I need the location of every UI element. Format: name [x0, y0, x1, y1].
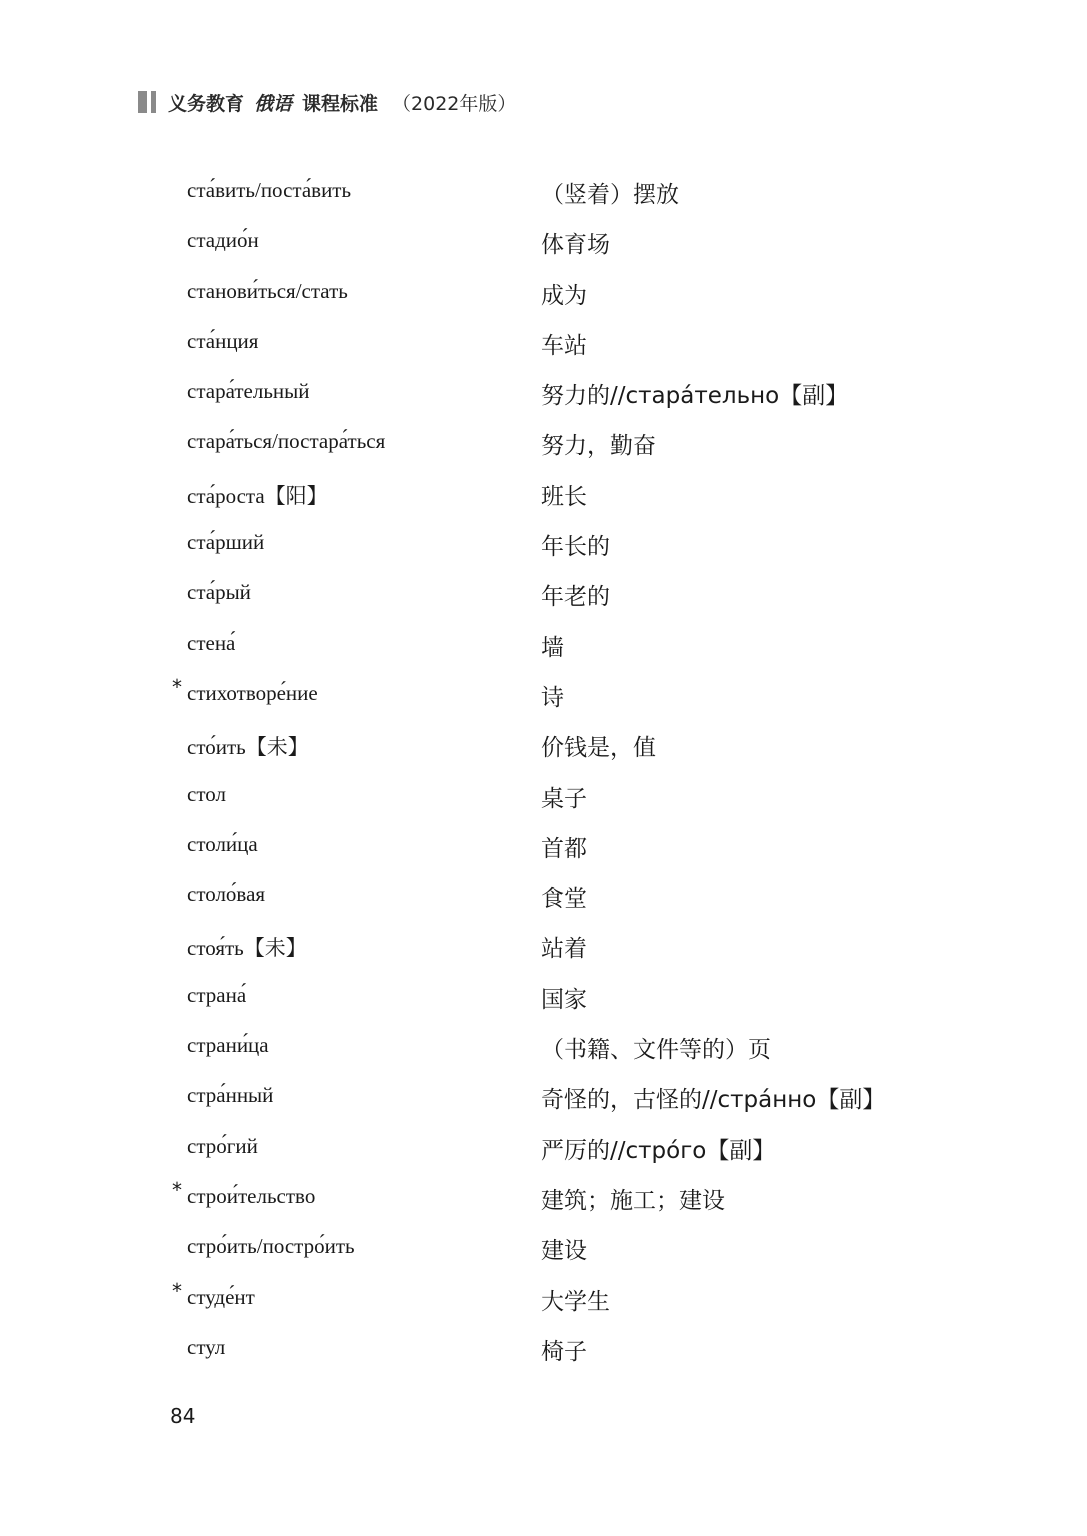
header-title: [168, 89, 516, 116]
entry-chinese-meaning: 椅子: [541, 1338, 587, 1365]
vocabulary-entry: [0, 1021, 1087, 1071]
vocabulary-entry: [0, 1273, 1087, 1323]
entry-chinese-meaning: 桌子: [541, 785, 587, 812]
entry-chinese-meaning: 努力的//стара́тельно【副】: [541, 383, 849, 410]
entry-russian-word: ста́рый: [187, 580, 251, 605]
header-bar-marker-thin: [151, 91, 156, 113]
entry-chinese-meaning: 首都: [541, 835, 587, 862]
entry-chinese-meaning: （竖着）摆放: [541, 182, 679, 208]
entry-star-marker: *: [172, 674, 182, 699]
entry-chinese-meaning: 国家: [541, 986, 587, 1013]
entry-russian-word: стра́нный: [187, 1083, 274, 1108]
entry-russian-word: стара́тельный: [187, 379, 310, 404]
header-subject: 俄语: [254, 92, 293, 115]
vocabulary-entry: [0, 367, 1087, 417]
vocabulary-entry: [0, 669, 1087, 719]
entry-chinese-meaning: 站着: [541, 936, 587, 963]
entry-russian-word: стадио́н: [187, 228, 259, 253]
header-title-prefix: 义务教育: [168, 92, 245, 115]
entry-chinese-meaning: 墙: [541, 634, 564, 661]
entry-russian-word: столи́ца: [187, 831, 258, 856]
entry-russian-word: сто́ить【未】: [187, 735, 309, 760]
entry-chinese-meaning: 食堂: [541, 886, 587, 913]
page-number: 84: [170, 1404, 196, 1428]
vocabulary-entry: [0, 1323, 1087, 1373]
entry-russian-word: стул: [187, 1334, 226, 1359]
entry-russian-word: стихотворе́ние: [187, 680, 318, 705]
entry-star-marker: *: [172, 1278, 182, 1303]
entry-chinese-meaning: 诗: [541, 684, 564, 711]
vocabulary-entry: [0, 417, 1087, 467]
entry-chinese-meaning: 年老的: [541, 584, 610, 611]
vocabulary-entry: [0, 216, 1087, 266]
entry-russian-word: страна́: [187, 982, 247, 1007]
entry-chinese-meaning: 年长的: [541, 534, 610, 561]
entry-chinese-meaning: 严厉的//стро́го【副】: [541, 1137, 776, 1164]
page-header: [138, 88, 516, 116]
vocabulary-entry: [0, 1122, 1087, 1172]
vocabulary-entry: [0, 770, 1087, 820]
vocabulary-entry: [0, 166, 1087, 216]
entry-russian-word: стро́ить/постро́ить: [187, 1234, 355, 1259]
vocabulary-entry: [0, 568, 1087, 618]
header-title-suffix: 课程标准: [302, 92, 379, 115]
vocabulary-entry: [0, 971, 1087, 1021]
vocabulary-list: [0, 166, 1087, 1373]
vocabulary-entry: [0, 920, 1087, 970]
entry-russian-word: стро́гий: [187, 1133, 258, 1158]
vocabulary-entry: [0, 1222, 1087, 1272]
entry-chinese-meaning: 大学生: [541, 1288, 610, 1315]
vocabulary-entry: [0, 619, 1087, 669]
vocabulary-entry: [0, 1071, 1087, 1121]
entry-russian-word: столо́вая: [187, 882, 266, 907]
entry-chinese-meaning: 成为: [541, 282, 587, 309]
header-bar-marker: [138, 91, 147, 113]
vocabulary-entry: [0, 870, 1087, 920]
entry-chinese-meaning: 车站: [541, 332, 587, 359]
vocabulary-entry: [0, 317, 1087, 367]
entry-russian-word: ста́нция: [187, 328, 259, 353]
entry-chinese-meaning: 建筑；施工；建设: [541, 1187, 725, 1214]
vocabulary-entry: [0, 1172, 1087, 1222]
entry-chinese-meaning: 班长: [541, 483, 587, 510]
entry-russian-word: ста́роста【阳】: [187, 483, 328, 508]
entry-russian-word: студе́нт: [187, 1284, 255, 1309]
entry-chinese-meaning: 价钱是，值: [541, 735, 656, 762]
vocabulary-entry: [0, 820, 1087, 870]
vocabulary-entry: [0, 468, 1087, 518]
entry-chinese-meaning: 体育场: [541, 232, 610, 259]
vocabulary-entry: [0, 518, 1087, 568]
vocabulary-entry: [0, 719, 1087, 769]
entry-russian-word: ста́вить/поста́вить: [187, 178, 352, 202]
entry-russian-word: ста́рший: [187, 530, 265, 555]
header-edition: （2022年版）: [392, 92, 517, 115]
entry-russian-word: стол: [187, 781, 226, 806]
vocabulary-entry: [0, 267, 1087, 317]
entry-russian-word: стара́ться/постара́ться: [187, 429, 386, 454]
entry-chinese-meaning: 建设: [541, 1238, 587, 1265]
entry-chinese-meaning: 努力，勤奋: [541, 433, 656, 460]
entry-russian-word: стоя́ть【未】: [187, 936, 307, 961]
entry-russian-word: стена́: [187, 630, 236, 655]
entry-russian-word: станови́ться/стать: [187, 278, 348, 303]
entry-russian-word: страни́ца: [187, 1033, 269, 1058]
entry-chinese-meaning: （书籍、文件等的）页: [541, 1037, 771, 1064]
entry-chinese-meaning: 奇怪的，古怪的//стра́нно【副】: [541, 1087, 886, 1114]
entry-star-marker: *: [172, 1177, 182, 1202]
entry-russian-word: строи́тельство: [187, 1183, 316, 1208]
